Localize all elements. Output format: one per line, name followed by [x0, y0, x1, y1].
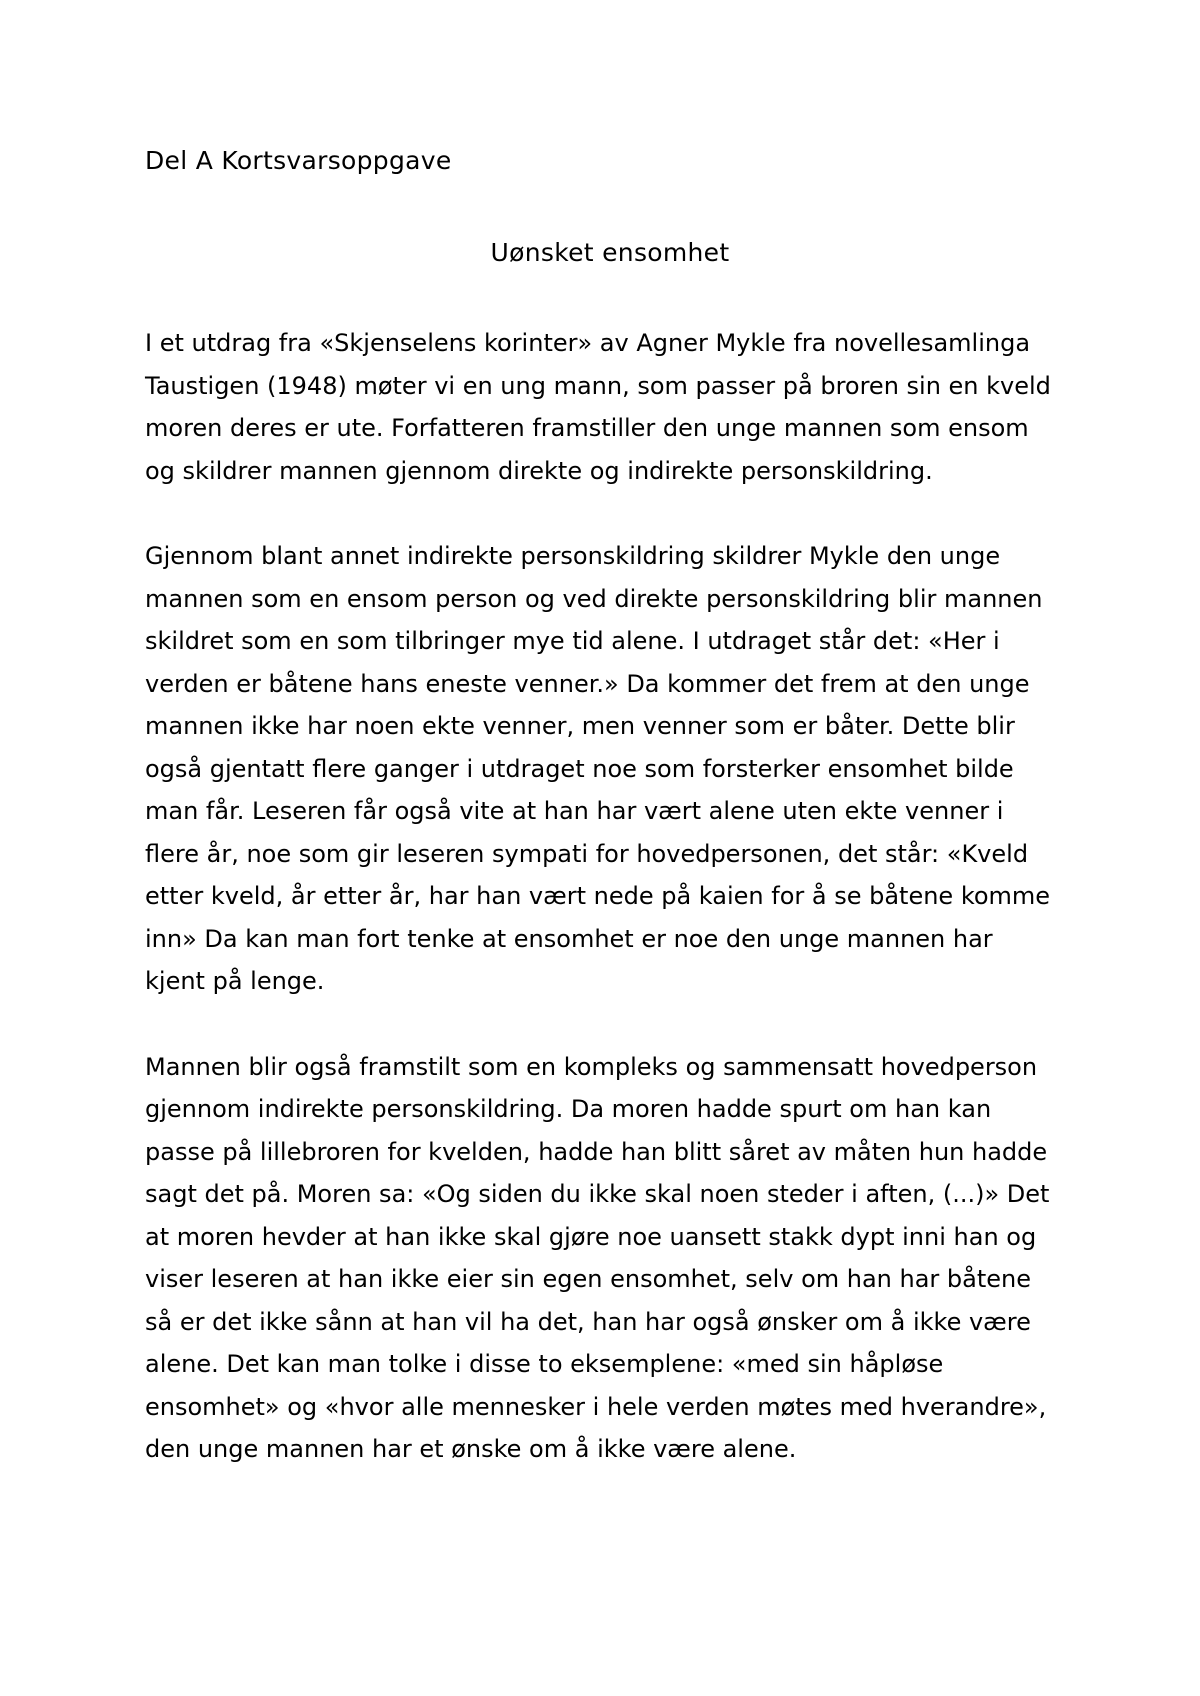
- paragraph-line: at moren hevder at han ikke skal gjøre noe uansett stakk dypt inni han og: [145, 1222, 1037, 1251]
- paragraph-line: man får. Leseren får også vite at han har vært alene uten ekte venner i: [145, 797, 1004, 825]
- paragraph-line: alene. Det kan man tolke i disse to eksemplene: «med sin håpløse: [145, 1350, 944, 1378]
- paragraph-line: den unge mannen har et ønske om å ikke være alene.: [145, 1435, 797, 1463]
- paragraph-2: [145, 535, 1075, 1003]
- paragraph-line: etter kveld, år etter år, har han vært nede på kaien for å se båtene komme: [145, 882, 1051, 910]
- paragraph-line: I et utdrag fra «Skjenselens korinter» av Agner Mykle fra novellesamlinga: [145, 329, 1031, 357]
- paragraph-line: passe på lillebroren for kvelden, hadde han blitt såret av måten hun hadde: [145, 1137, 1048, 1166]
- paragraph-line: Mannen blir også framstilt som en kompleks og sammensatt hovedperson: [145, 1052, 1038, 1081]
- paragraph-line: så er det ikke sånn at han vil ha det, han har også ønsker om å ikke være: [145, 1307, 1031, 1336]
- paragraph-line: Gjennom blant annet indirekte personskildring skildrer Mykle den unge: [145, 542, 1001, 570]
- paragraph-line: inn» Da kan man fort tenke at ensomhet er noe den unge mannen har: [145, 924, 993, 953]
- paragraph-line: også gjentatt flere ganger i utdraget noe som forsterker ensomhet bilde: [145, 754, 1014, 783]
- paragraph-line: ensomhet» og «hvor alle mennesker i hele verden møtes med hverandre»,: [145, 1392, 1047, 1421]
- section-heading: Del A Kortsvarsoppgave: [145, 146, 452, 175]
- paragraph-line: mannen som en ensom person og ved direkte personskildring blir mannen: [145, 584, 1043, 613]
- paragraph-line: moren deres er ute. Forfatteren framstiller den unge mannen som ensom: [145, 414, 1029, 442]
- document-body: [145, 140, 1075, 1471]
- paragraph-line: kjent på lenge.: [145, 967, 325, 995]
- paragraph-line: gjennom indirekte personskildring. Da moren hadde spurt om han kan: [145, 1095, 992, 1123]
- paragraph-line: viser leseren at han ikke eier sin egen ensomhet, selv om han har båtene: [145, 1265, 1032, 1293]
- paragraph-line: skildret som en som tilbringer mye tid alene. I utdraget står det: «Her i: [145, 627, 1000, 655]
- paragraph-line: mannen ikke har noen ekte venner, men venner som er båter. Dette blir: [145, 712, 1015, 740]
- essay-title: Uønsket ensomhet: [490, 238, 730, 267]
- paragraph-3: [145, 1046, 1075, 1471]
- paragraph-line: og skildrer mannen gjennom direkte og indirekte personskildring.: [145, 456, 933, 485]
- paragraph-line: Taustigen (1948) møter vi en ung mann, som passer på broren sin en kveld: [145, 371, 1051, 400]
- paragraph-line: flere år, noe som gir leseren sympati for hovedpersonen, det står: «Kveld: [145, 839, 1029, 868]
- paragraph-line: verden er båtene hans eneste venner.» Da kommer det frem at den unge: [145, 669, 1030, 698]
- paragraph-1: [145, 322, 1075, 492]
- paragraph-line: sagt det på. Moren sa: «Og siden du ikke skal noen steder i aften, (...)» Det: [145, 1180, 1050, 1208]
